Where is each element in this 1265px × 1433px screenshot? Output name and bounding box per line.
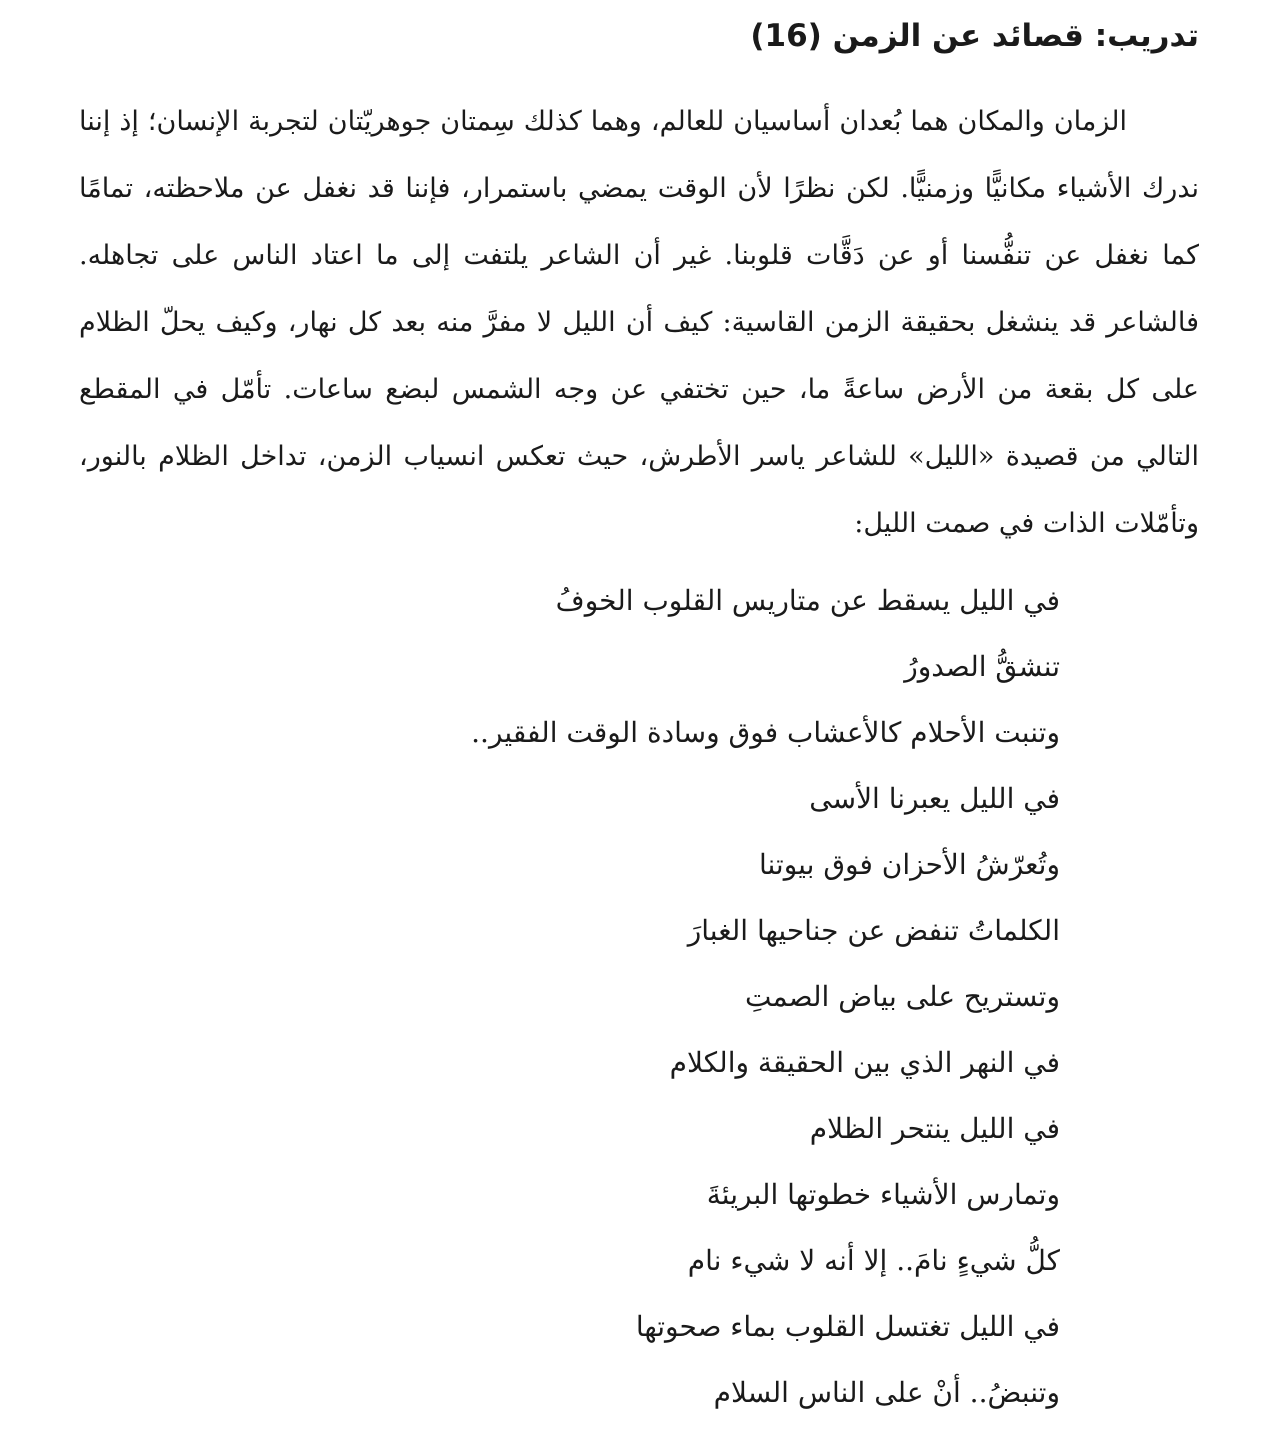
- intro-paragraph: الزمان والمكان هما بُعدان أساسيان للعالم، وهما كذلك سِمتان جوهريّتان لتجربة الإنسان؛ إذ إننا ندرك الأشياء مكانيًّا وزمنيًّا. لكن نظرًا لأن الوقت يمضي باستمرار، فإننا قد نغفل عن ملاحظته، تمامًا كما نغفل عن تنفُّسنا أو عن دَقَّات قلوبنا. غير أن الشاعر يلتفت إلى ما اعتاد الناس على تجاهله. فالشاعر قد ينشغل بحقيقة الزمن القاسية: كيف أن الليل لا مفرَّ منه بعد كل نهار، وكيف يحلّ الظلام على كل بقعة من الأرض ساعةً ما، حين تختفي عن وجه الشمس لبضع ساعات. تأمّل في المقطع التالي من قصيدة «الليل» للشاعر ياسر الأطرش، حيث تعكس انسياب الزمن، تداخل الظلام بالنور، وتأمّلات الذات في صمت الليل:: [79, 106, 1199, 539]
- poem-line: الكلماتُ تنفض عن جناحيها الغبارَ: [687, 914, 1060, 947]
- poem-excerpt: [240, 568, 1060, 1426]
- poem-line: في النهر الذي بين الحقيقة والكلام: [669, 1046, 1060, 1079]
- poem-line: وتنبت الأحلام كالأعشاب فوق وسادة الوقت الفقير..: [471, 716, 1060, 749]
- poem-line: وتنبضُ.. أنْ على الناس السلام: [713, 1376, 1060, 1409]
- poem-line: وتستريح على بياض الصمتِ: [745, 980, 1060, 1013]
- poem-line: وتُعرّشُ الأحزان فوق بيوتنا: [758, 848, 1060, 881]
- poem-line: في الليل ينتحر الظلام: [809, 1112, 1060, 1145]
- poem-line: في الليل يعبرنا الأسى: [809, 782, 1060, 815]
- poem-line: في الليل تغتسل القلوب بماء صحوتها: [635, 1310, 1060, 1343]
- exercise-title: تدريب: قصائد عن الزمن (16): [750, 18, 1199, 54]
- poem-line: في الليل يسقط عن متاريس القلوب الخوفُ: [555, 584, 1060, 617]
- poem-line: وتمارس الأشياء خطوتها البريئةَ: [706, 1178, 1060, 1211]
- poem-line: تنشقُّ الصدورُ: [904, 650, 1060, 683]
- poem-line: كلُّ شيءٍ نامَ.. إلا أنه لا شيء نام: [687, 1244, 1060, 1277]
